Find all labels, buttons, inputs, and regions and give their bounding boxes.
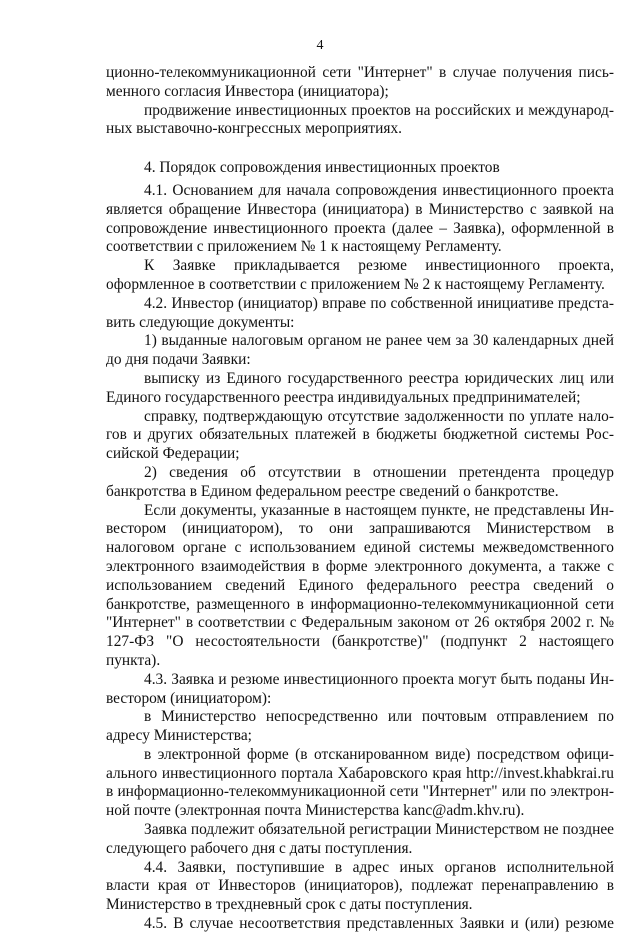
page-number: 4	[316, 38, 324, 53]
paragraph: справку, подтверждающую отсутствие задолженности по уплате налогов и других обязательных платежей в бюджеты бюджетной системы Российской Федерации;	[106, 407, 614, 463]
paragraph: К Заявке прикладывается резюме инвестиционного проекта, оформленное в соответствии с приложением № 2 к настоящему Регламенту.	[106, 257, 614, 293]
paragraph: 4.1. Основанием для начала сопровождения инвестиционного проекта является обращение Инвестора (инициатора) в Министерство с заявкой на сопровождение инвестиционного проекта (далее – Заявка), оформленной в соответствии с приложением № 1 к настоящему Регламенту.	[106, 181, 614, 256]
paragraph: 4.4. Заявки, поступившие в адрес иных органов исполнительной власти края от Инвесторов (инициаторов), подлежат перенаправлению в Министерство в трехдневный срок с даты поступления.	[106, 858, 614, 914]
paragraph: 4.3. Заявка и резюме инвестиционного проекта могут быть поданы Инвестором (инициатором):	[106, 670, 614, 707]
document-body	[106, 64, 614, 934]
paragraph: ционно-телекоммуникационной сети "Интернет" в случае получения письменного согласия Инвестора (инициатора);	[106, 64, 614, 100]
paragraph: в Министерство непосредственно или почтовым отправлением по адресу Министерства;	[106, 708, 614, 745]
paragraph: выписку из Единого государственного реестра юридических лиц или Единого государственного реестра индивидуальных предпринимателей;	[106, 369, 614, 406]
paragraph: 4.2. Инвестор (инициатор) вправе по собственной инициативе представить следующие документы:	[106, 294, 614, 331]
section-heading: 4. Порядок сопровождения инвестиционных проектов	[144, 159, 500, 177]
paragraph: продвижение инвестиционных проектов на российских и международных выставочно-конгрессных мероприятиях.	[106, 101, 614, 138]
paragraph: 4.5. В случае несоответствия представленных Заявки и (или) резюме	[144, 915, 614, 933]
paragraph: Если документы, указанные в настоящем пункте, не представлены Инвестором (инициатором), то они запрашиваются Министерством в налоговом органе с использованием единой системы межведомственного электронного взаимодействия в форме электронного документа, а также с использованием сведений Единого федерального реестра сведений о банкротстве, размещенного в информационно-телекоммуникационной сети "Интернет" в соответствии с Федеральным законом от 26 октября 2002 г. № 127-ФЗ "О несостоятельности (банкротстве)" (подпункт 2 настоящего пункта).	[106, 501, 614, 669]
paragraph: в электронной форме (в отсканированном виде) посредством официального инвестиционного портала Хабаровского края http://invest.khabkrai.ru в информационно-телекоммуникационной сети "Интернет" или по электронной почте (электронная почта Министерства kanc@adm.khv.ru).	[106, 745, 614, 820]
paragraph: 2) сведения об отсутствии в отношении претендента процедур банкротства в Едином федеральном реестре сведений о банкротстве.	[106, 463, 614, 500]
paragraph: 1) выданные налоговым органом не ранее чем за 30 календарных дней до дня подачи Заявки:	[106, 332, 614, 369]
paragraph: Заявка подлежит обязательной регистрации Министерством не позднее следующего рабочего дня с даты поступления.	[106, 821, 614, 857]
